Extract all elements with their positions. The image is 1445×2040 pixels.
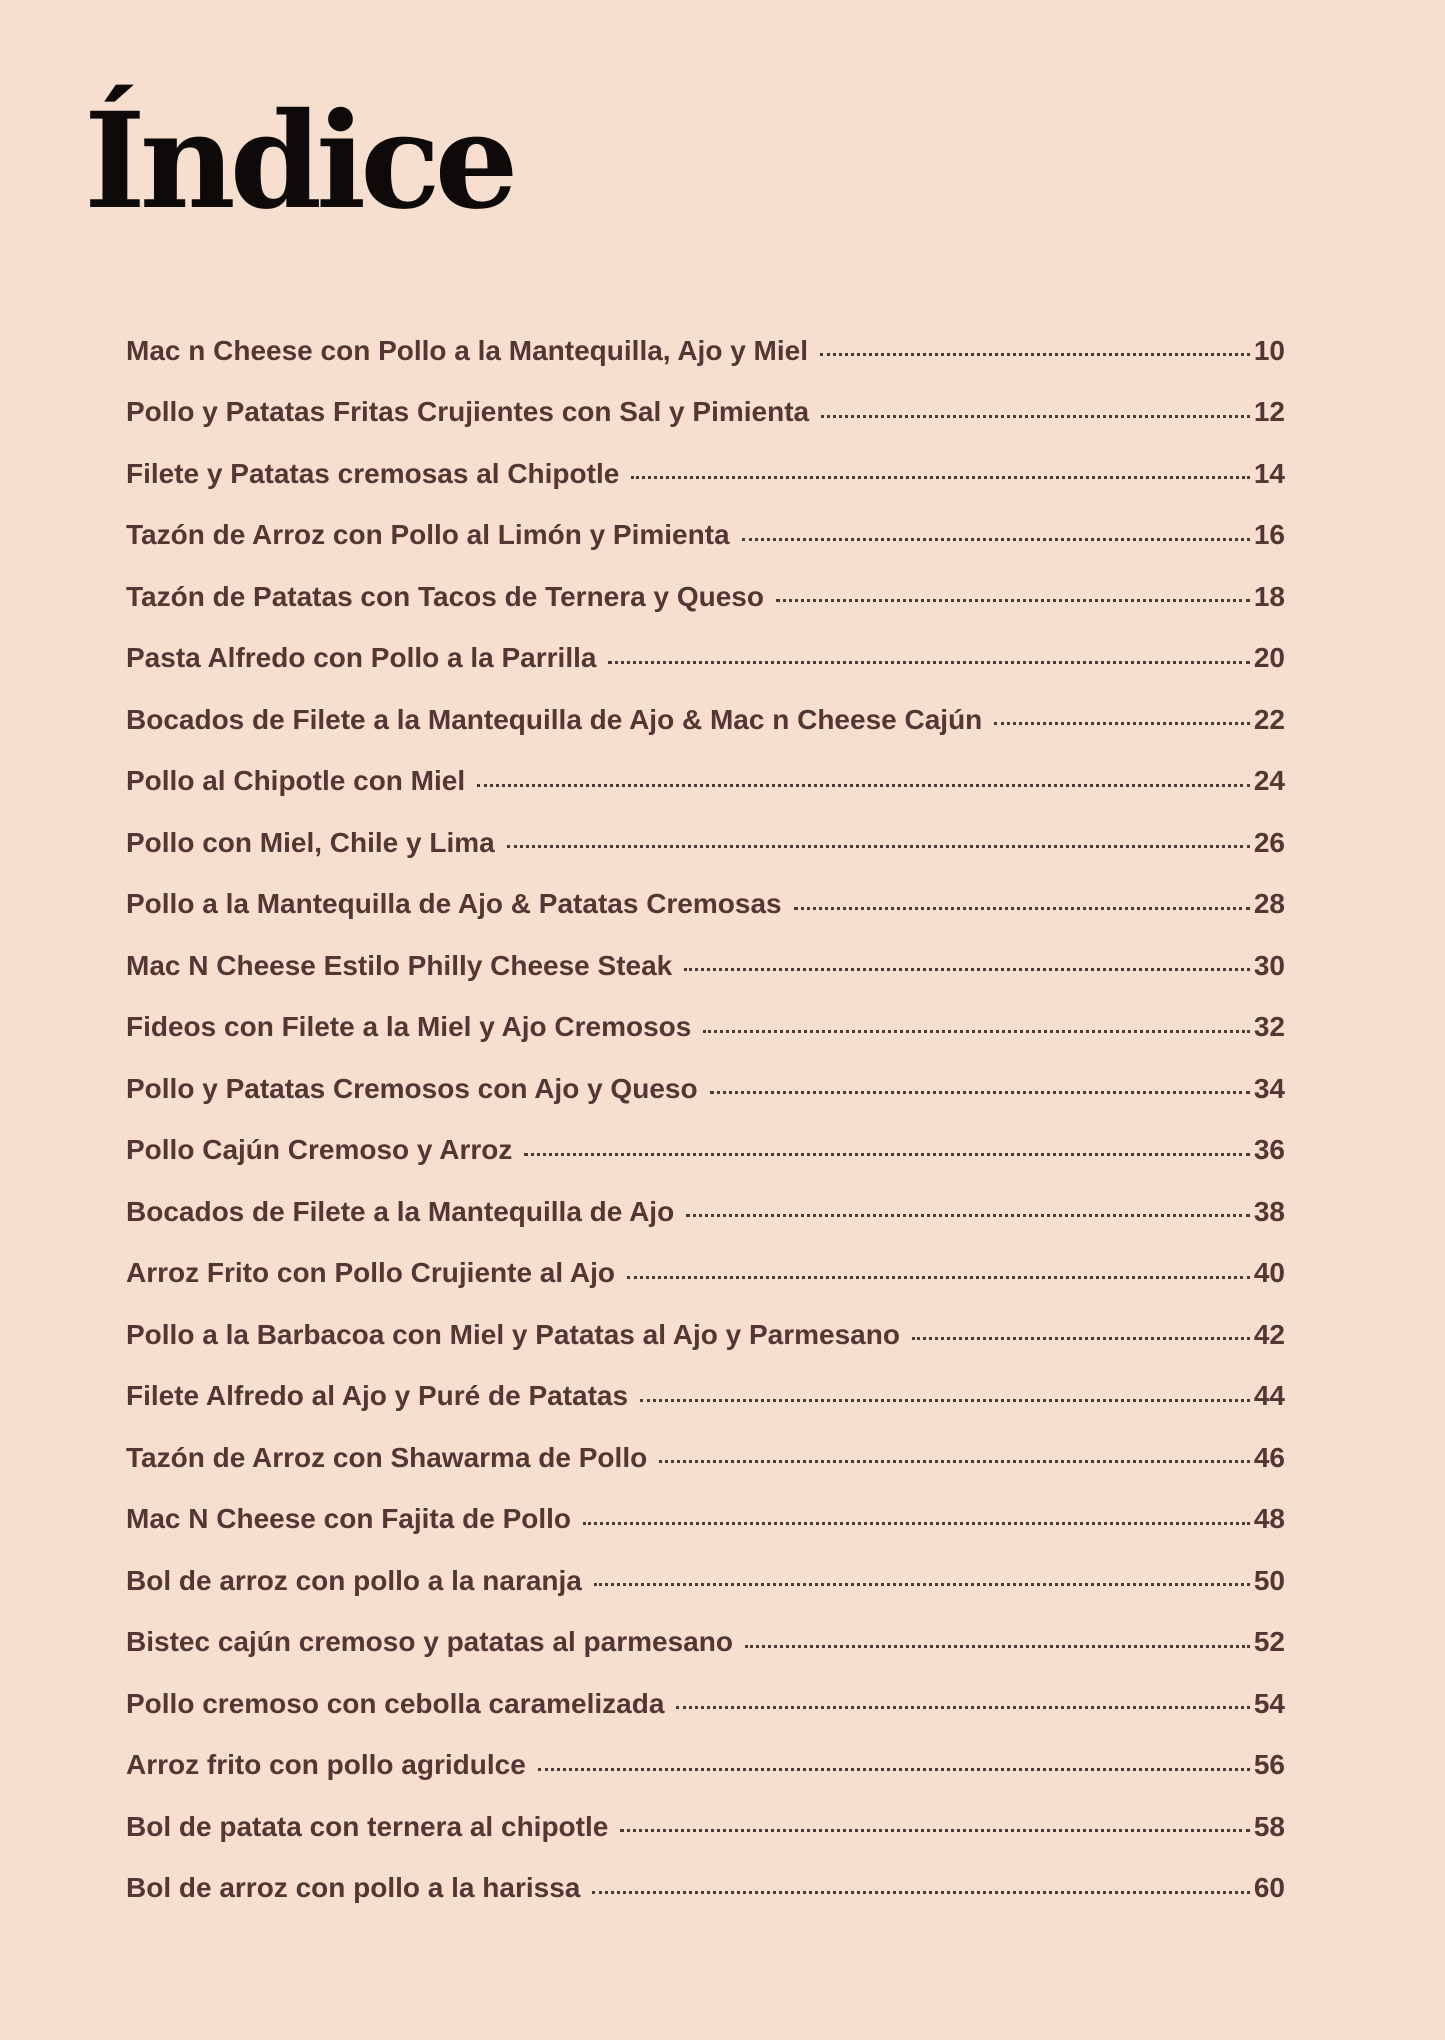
dot-leader bbox=[676, 1706, 1249, 1709]
toc-entry-title: Bocados de Filete a la Mantequilla de Ajo & Mac n Cheese Cajún bbox=[126, 703, 983, 735]
toc-entry bbox=[126, 1058, 1285, 1120]
toc-entry-title: Pollo y Patatas Fritas Crujientes con Sal y Pimienta bbox=[126, 396, 810, 428]
dot-leader bbox=[703, 1030, 1250, 1033]
toc-entry-page-number: 42 bbox=[1253, 1318, 1285, 1350]
toc-entry-title: Tazón de Arroz con Shawarma de Pollo bbox=[126, 1441, 648, 1473]
dot-leader bbox=[592, 1891, 1250, 1894]
toc-entry-page-number: 60 bbox=[1253, 1872, 1285, 1904]
dot-leader bbox=[686, 1214, 1250, 1217]
toc-entry-page-number: 54 bbox=[1253, 1687, 1285, 1719]
dot-leader bbox=[820, 353, 1250, 356]
dot-leader bbox=[524, 1153, 1249, 1156]
toc-entry bbox=[126, 1366, 1285, 1428]
dot-leader bbox=[594, 1583, 1250, 1586]
dot-leader bbox=[821, 415, 1250, 418]
toc-entry-title: Arroz Frito con Pollo Crujiente al Ajo bbox=[126, 1257, 615, 1289]
toc-entry bbox=[126, 1243, 1285, 1305]
toc-entry-page-number: 50 bbox=[1253, 1564, 1285, 1596]
toc-entry-page-number: 36 bbox=[1253, 1134, 1285, 1166]
toc-entry bbox=[126, 1181, 1285, 1243]
toc-entry bbox=[126, 1304, 1285, 1366]
toc-entry-page-number: 26 bbox=[1253, 826, 1285, 858]
toc-entry-page-number: 20 bbox=[1253, 642, 1285, 674]
dot-leader bbox=[745, 1645, 1250, 1648]
toc-entry-page-number: 48 bbox=[1253, 1503, 1285, 1535]
toc-entry bbox=[126, 505, 1285, 567]
toc-entry-title: Bol de arroz con pollo a la naranja bbox=[126, 1564, 582, 1596]
toc-entry-title: Pollo Cajún Cremoso y Arroz bbox=[126, 1134, 513, 1166]
dot-leader bbox=[794, 907, 1250, 910]
toc-entry-page-number: 52 bbox=[1253, 1626, 1285, 1658]
toc-entry bbox=[126, 1673, 1285, 1735]
dot-leader bbox=[994, 722, 1250, 725]
dot-leader bbox=[583, 1522, 1250, 1525]
toc-entry-title: Mac N Cheese con Fajita de Pollo bbox=[126, 1503, 572, 1535]
toc-entry-title: Mac n Cheese con Pollo a la Mantequilla, Ajo y Miel bbox=[126, 334, 809, 366]
dot-leader bbox=[776, 599, 1250, 602]
dot-leader bbox=[538, 1768, 1250, 1771]
dot-leader bbox=[710, 1091, 1250, 1094]
toc-entry-page-number: 40 bbox=[1253, 1257, 1285, 1289]
toc-entry-page-number: 30 bbox=[1253, 949, 1285, 981]
toc-entry-title: Filete y Patatas cremosas al Chipotle bbox=[126, 457, 620, 489]
toc-entry bbox=[126, 1735, 1285, 1797]
dot-leader bbox=[627, 1276, 1250, 1279]
toc-entry bbox=[126, 1796, 1285, 1858]
toc-entry-page-number: 16 bbox=[1253, 519, 1285, 551]
page-title: Índice bbox=[84, 84, 513, 239]
toc-entry-page-number: 18 bbox=[1253, 580, 1285, 612]
toc-entry bbox=[126, 997, 1285, 1059]
dot-leader bbox=[620, 1829, 1250, 1832]
toc-entry-title: Pollo a la Mantequilla de Ajo & Patatas Cremosas bbox=[126, 888, 782, 920]
toc-entry bbox=[126, 751, 1285, 813]
toc-entry bbox=[126, 382, 1285, 444]
dot-leader bbox=[640, 1399, 1250, 1402]
toc-entry-page-number: 24 bbox=[1253, 765, 1285, 797]
toc-entry-title: Bol de patata con ternera al chipotle bbox=[126, 1810, 609, 1842]
dot-leader bbox=[608, 661, 1249, 664]
toc-entry-title: Filete Alfredo al Ajo y Puré de Patatas bbox=[126, 1380, 629, 1412]
toc-entry bbox=[126, 1858, 1285, 1920]
toc-entry-title: Pasta Alfredo con Pollo a la Parrilla bbox=[126, 642, 597, 674]
toc-entry-title: Bol de arroz con pollo a la harissa bbox=[126, 1872, 581, 1904]
toc-entry-page-number: 32 bbox=[1253, 1011, 1285, 1043]
dot-leader bbox=[659, 1460, 1250, 1463]
toc-entry bbox=[126, 320, 1285, 382]
toc-entry bbox=[126, 443, 1285, 505]
toc-entry bbox=[126, 812, 1285, 874]
toc-entry-page-number: 22 bbox=[1253, 703, 1285, 735]
dot-leader bbox=[507, 845, 1250, 848]
toc-entry-page-number: 34 bbox=[1253, 1072, 1285, 1104]
table-of-contents bbox=[126, 320, 1285, 1919]
toc-entry-title: Pollo al Chipotle con Miel bbox=[126, 765, 466, 797]
toc-entry-title: Pollo a la Barbacoa con Miel y Patatas al Ajo y Parmesano bbox=[126, 1318, 900, 1350]
dot-leader bbox=[742, 538, 1250, 541]
toc-entry bbox=[126, 1612, 1285, 1674]
toc-entry bbox=[126, 935, 1285, 997]
toc-entry-page-number: 58 bbox=[1253, 1810, 1285, 1842]
toc-entry-title: Tazón de Arroz con Pollo al Limón y Pimienta bbox=[126, 519, 730, 551]
dot-leader bbox=[477, 784, 1250, 787]
toc-entry-title: Pollo con Miel, Chile y Lima bbox=[126, 826, 495, 858]
toc-entry-title: Pollo y Patatas Cremosos con Ajo y Queso bbox=[126, 1072, 698, 1104]
toc-entry bbox=[126, 1120, 1285, 1182]
toc-entry bbox=[126, 1489, 1285, 1551]
dot-leader bbox=[912, 1337, 1250, 1340]
toc-entry-page-number: 56 bbox=[1253, 1749, 1285, 1781]
toc-entry-page-number: 38 bbox=[1253, 1195, 1285, 1227]
toc-entry-page-number: 10 bbox=[1253, 334, 1285, 366]
toc-entry-page-number: 44 bbox=[1253, 1380, 1285, 1412]
toc-entry bbox=[126, 566, 1285, 628]
toc-entry-title: Pollo cremoso con cebolla caramelizada bbox=[126, 1687, 665, 1719]
toc-entry-page-number: 28 bbox=[1253, 888, 1285, 920]
toc-entry-page-number: 46 bbox=[1253, 1441, 1285, 1473]
toc-entry-title: Tazón de Patatas con Tacos de Ternera y Queso bbox=[126, 580, 764, 612]
dot-leader bbox=[631, 476, 1250, 479]
toc-entry-page-number: 14 bbox=[1253, 457, 1285, 489]
toc-entry bbox=[126, 1550, 1285, 1612]
toc-entry-title: Bistec cajún cremoso y patatas al parmesano bbox=[126, 1626, 733, 1658]
toc-entry bbox=[126, 689, 1285, 751]
toc-entry bbox=[126, 874, 1285, 936]
toc-entry-page-number: 12 bbox=[1253, 396, 1285, 428]
toc-entry-title: Mac N Cheese Estilo Philly Cheese Steak bbox=[126, 949, 673, 981]
dot-leader bbox=[684, 968, 1250, 971]
toc-entry bbox=[126, 1427, 1285, 1489]
toc-entry-title: Bocados de Filete a la Mantequilla de Ajo bbox=[126, 1195, 675, 1227]
toc-entry bbox=[126, 628, 1285, 690]
toc-entry-title: Fideos con Filete a la Miel y Ajo Cremosos bbox=[126, 1011, 692, 1043]
toc-entry-title: Arroz frito con pollo agridulce bbox=[126, 1749, 526, 1781]
